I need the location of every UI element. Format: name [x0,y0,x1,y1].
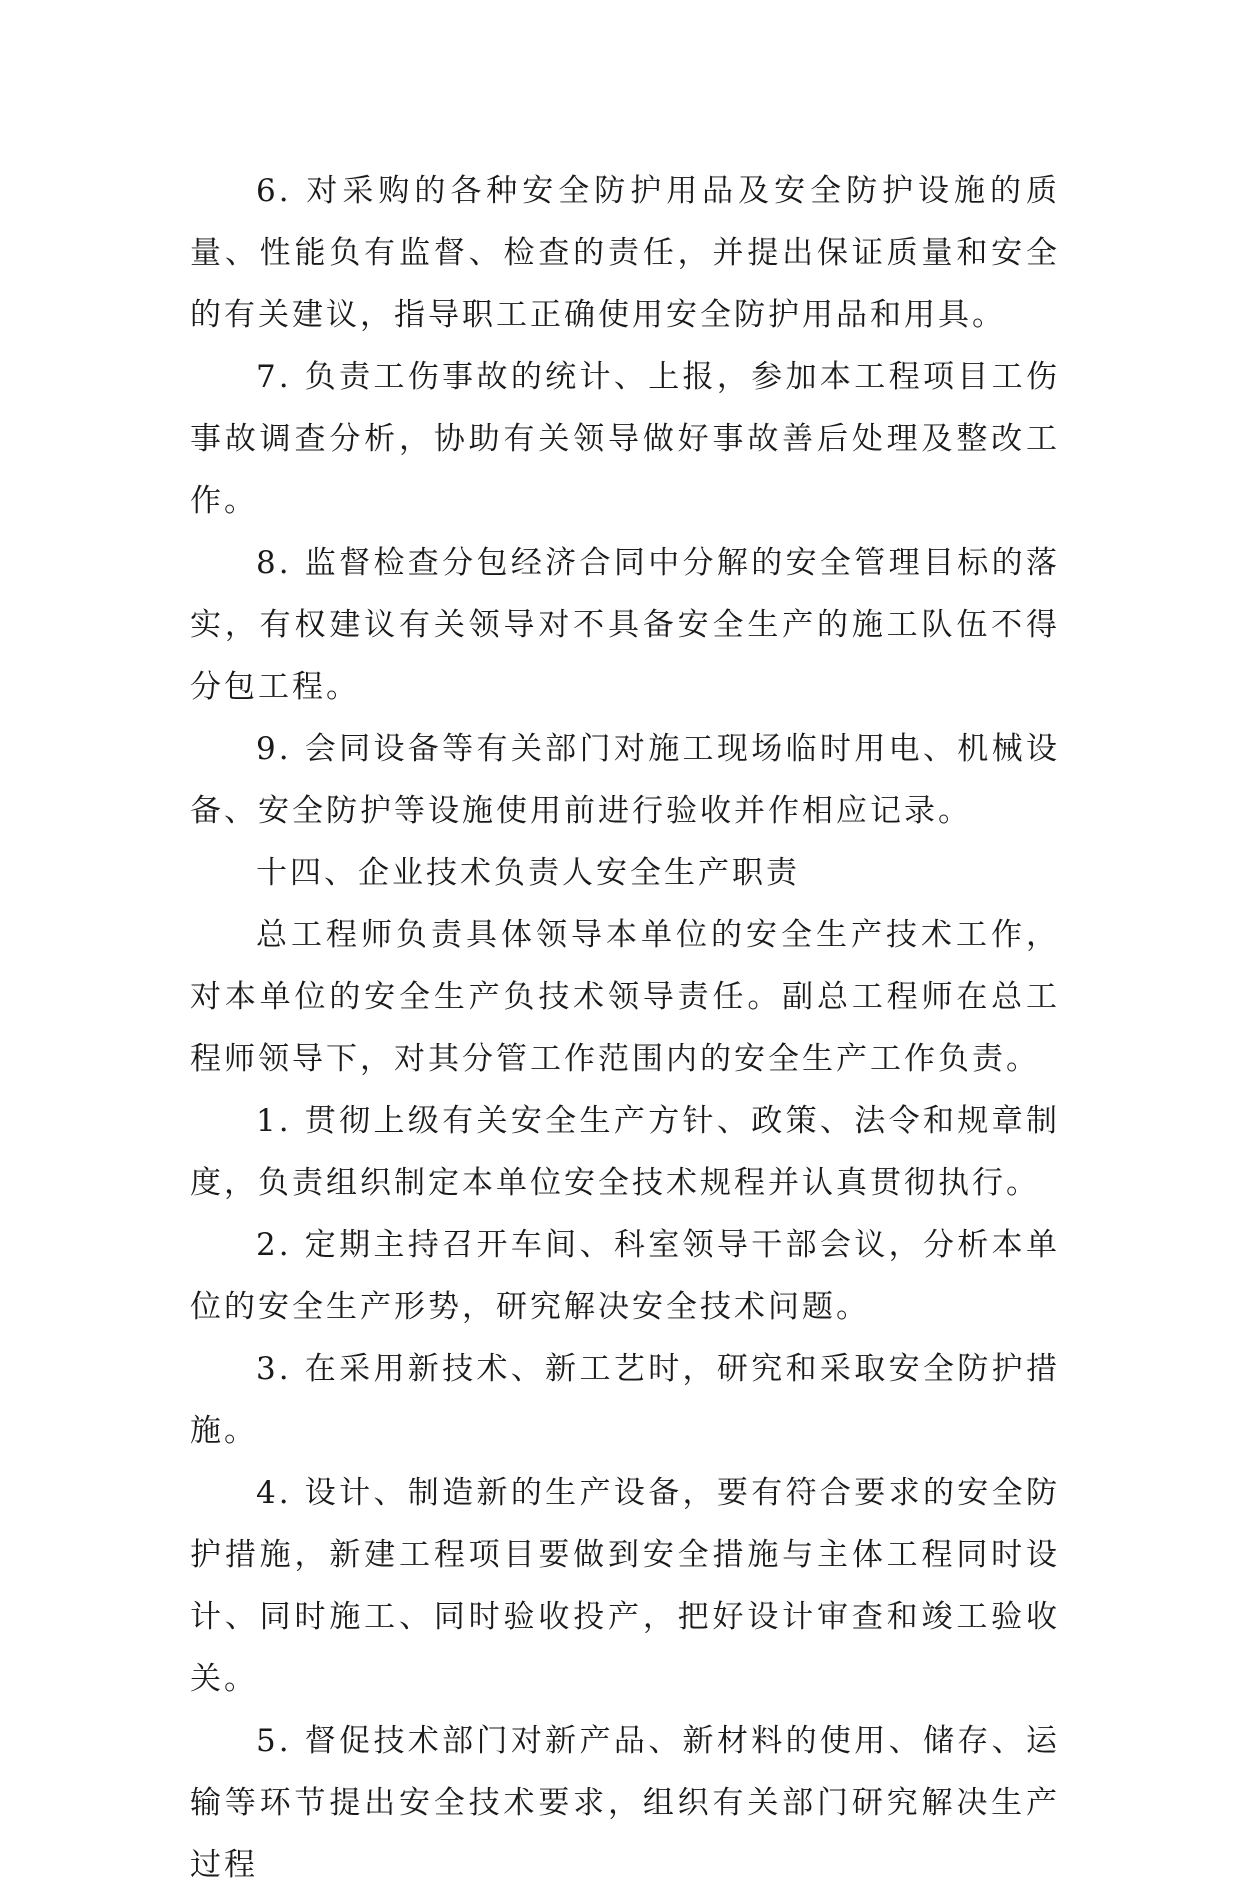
paragraph-item-7: 7. 负责工伤事故的统计、上报，参加本工程项目工伤事故调查分析，协助有关领导做好事故善后处理及整改工作。 [190,359,1060,519]
document-body [190,160,1060,1896]
paragraph-item-8: 8. 监督检查分包经济合同中分解的安全管理目标的落实，有权建议有关领导对不具备安全生产的施工队伍不得分包工程。 [190,545,1060,705]
paragraph-item-3: 3. 在采用新技术、新工艺时，研究和采取安全防护措施。 [190,1351,1060,1449]
paragraph-item-2: 2. 定期主持召开车间、科室领导干部会议，分析本单位的安全生产形势，研究解决安全技术问题。 [190,1227,1060,1325]
section-heading: 十四、企业技术负责人安全生产职责 [256,855,800,891]
section-intro: 总工程师负责具体领导本单位的安全生产技术工作，对本单位的安全生产负技术领导责任。副总工程师在总工程师领导下，对其分管工作范围内的安全生产工作负责。 [190,917,1060,1077]
paragraph-item-5: 5. 督促技术部门对新产品、新材料的使用、储存、运输等环节提出安全技术要求，组织有关部门研究解决生产过程 [190,1723,1060,1883]
paragraph-item-1: 1. 贯彻上级有关安全生产方针、政策、法令和规章制度，负责组织制定本单位安全技术规程并认真贯彻执行。 [190,1103,1060,1201]
paragraph-item-4: 4. 设计、制造新的生产设备，要有符合要求的安全防护措施，新建工程项目要做到安全措施与主体工程同时设计、同时施工、同时验收投产，把好设计审查和竣工验收关。 [190,1475,1060,1697]
paragraph-item-6: 6. 对采购的各种安全防护用品及安全防护设施的质量、性能负有监督、检查的责任，并提出保证质量和安全的有关建议，指导职工正确使用安全防护用品和用具。 [190,173,1060,333]
paragraph-item-9: 9. 会同设备等有关部门对施工现场临时用电、机械设备、安全防护等设施使用前进行验收并作相应记录。 [190,731,1060,829]
